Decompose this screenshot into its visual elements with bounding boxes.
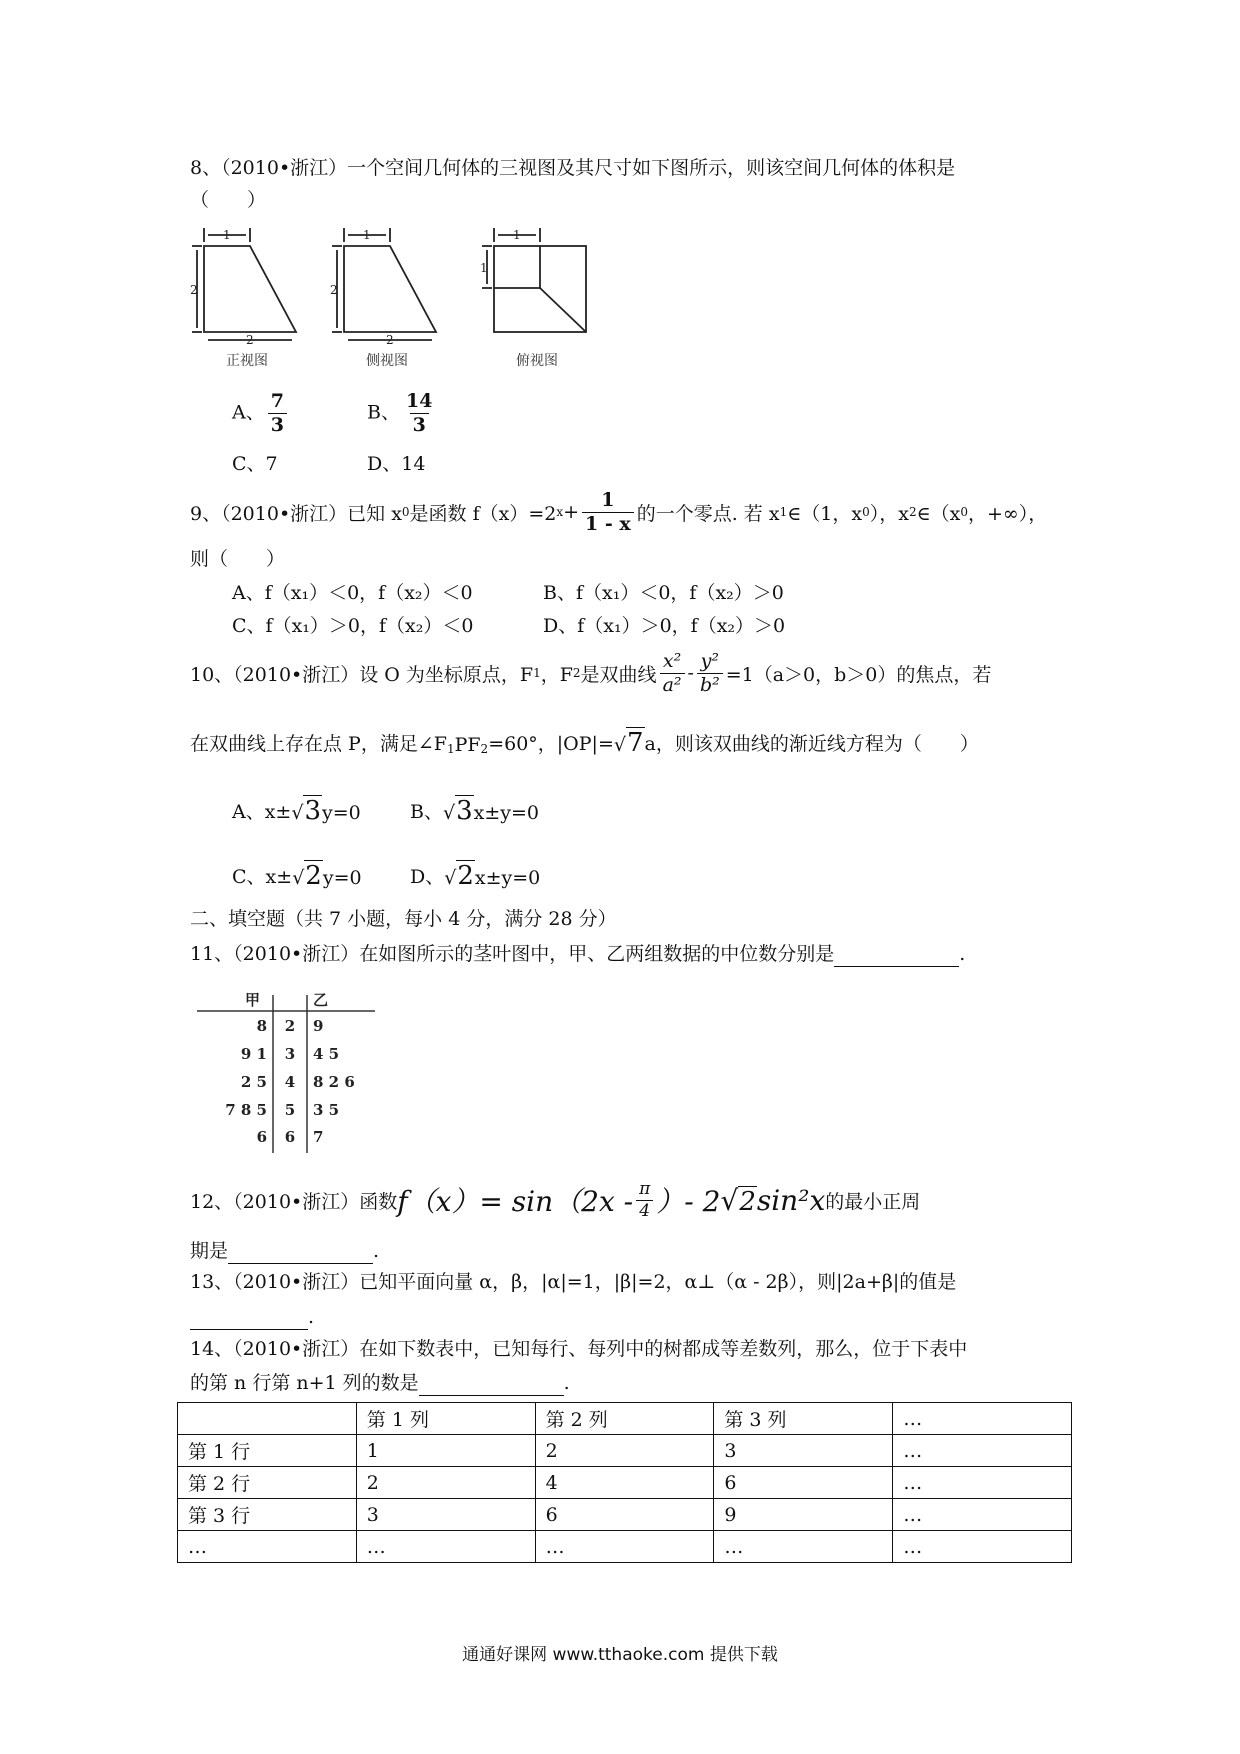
table-cell: … [893, 1435, 1072, 1467]
sqrt-symbol: √7 [613, 728, 644, 758]
q12-formula-part-3: sin²x [756, 1183, 826, 1217]
leaf-row-1-right: 9 [313, 1017, 324, 1035]
table-row [178, 1467, 1072, 1499]
leaf-row-4-left: 7 8 5 [225, 1101, 267, 1119]
top-dim-left: 1 [480, 261, 488, 275]
q8-option-b[interactable] [367, 392, 438, 435]
table-cell: … [893, 1531, 1072, 1563]
table-row [178, 1403, 1072, 1435]
q14-answer-blank[interactable] [419, 1369, 564, 1396]
front-dim-left: 2 [190, 283, 198, 297]
q10-option-a[interactable]: A、x± √3 y=0 [232, 796, 361, 826]
table-cell: 第 3 行 [178, 1499, 357, 1531]
top-view-label: 俯视图 [516, 353, 558, 369]
leaf-row-2-left: 9 1 [240, 1045, 267, 1063]
table-cell: 6 [714, 1467, 893, 1499]
leaf-row-5-left: 6 [256, 1128, 267, 1146]
leaf-row-3-left: 2 5 [240, 1073, 267, 1091]
table-cell: 1 [356, 1435, 535, 1467]
table-cell: … [893, 1467, 1072, 1499]
q14-number-table [177, 1402, 1072, 1563]
q13-stem: 13、（2010•浙江）已知平面向量 α，β，|α|=1，|β|=2，α⊥（α - 2β），则|2a+β|的值是 [190, 1271, 957, 1293]
q10-stem-line2: 在双曲线上存在点 P，满足∠F $_1$ PF $_2$ =60°，|OP|= √7 a，则该双曲线的渐近线方程为（ ） [190, 728, 979, 758]
q14-stem-line2: 的第 n 行第 n+1 列的数是 . [190, 1369, 570, 1396]
q9-fraction: $\frac{1}{1 - x}$ [582, 491, 634, 534]
q10-option-c[interactable]: C、x± √2 y=0 [232, 861, 362, 891]
table-row [178, 1499, 1072, 1531]
sqrt-symbol: √2 [292, 861, 322, 891]
table-cell: 3 [356, 1499, 535, 1531]
table-cell [178, 1403, 357, 1435]
table-cell: 第 2 行 [178, 1467, 357, 1499]
front-dim-top: 1 [223, 228, 231, 242]
leaf-row-3-stem: 4 [284, 1073, 296, 1091]
leaf-row-2-stem: 3 [284, 1045, 296, 1063]
q8-option-c[interactable]: C、7 [232, 453, 278, 475]
q8-option-a[interactable] [232, 392, 290, 435]
table-cell: 第 1 列 [356, 1403, 535, 1435]
q12-stem-line2: 期是 . [190, 1237, 379, 1264]
leaf-row-5-right: 7 [313, 1128, 324, 1146]
leaf-row-4-stem: 5 [284, 1101, 296, 1119]
q9-option-c[interactable]: C、f（x₁）＞0，f（x₂）＜0 [232, 615, 474, 637]
table-row [178, 1531, 1072, 1563]
q13-answer-blank[interactable] [190, 1303, 308, 1330]
table-row [178, 1435, 1072, 1467]
q12-formula-part-1: f（x）= sin（2x - [397, 1185, 634, 1218]
sqrt-symbol: √3 [442, 796, 473, 826]
q9-option-b[interactable]: B、f（x₁）＜0，f（x₂）＞0 [543, 582, 784, 604]
table-cell: 3 [714, 1435, 893, 1467]
table-cell: 9 [714, 1499, 893, 1531]
table-cell: 2 [356, 1467, 535, 1499]
q11-answer-blank[interactable] [834, 940, 959, 967]
q12-pi-fraction: $\frac{\pi}{4}$ [636, 1181, 653, 1220]
q10-fraction-x: $\frac{\text{x²}}{\text{a²}}$ [660, 652, 685, 695]
side-dim-left: 2 [330, 283, 338, 297]
leaf-header-left: 甲 [245, 991, 261, 1009]
q12-formula-part-2: ）- 2 [656, 1185, 721, 1218]
q8-three-views-figure [190, 222, 610, 372]
table-cell: … [714, 1531, 893, 1563]
table-cell: 2 [535, 1435, 714, 1467]
front-view-label: 正视图 [226, 353, 268, 369]
leaf-row-5-stem: 6 [284, 1128, 296, 1146]
section-2-heading: 二、填空题（共 7 小题，每小 4 分，满分 28 分） [190, 908, 617, 930]
top-view [482, 228, 586, 332]
fraction: $\frac{7}{3}$ [268, 392, 287, 435]
leaf-row-1-left: 8 [256, 1017, 267, 1035]
top-dim-top: 1 [513, 228, 521, 242]
q8-stem-line1: 8、（2010•浙江）一个空间几何体的三视图及其尺寸如下图所示，则该空间几何体的体积是 [190, 157, 956, 179]
fraction: $\frac{14}{3}$ [405, 390, 433, 436]
table-cell: … [178, 1531, 357, 1563]
leaf-header-right: 乙 [313, 991, 329, 1009]
q11-stem: 11、（2010•浙江）在如图所示的茎叶图中，甲、乙两组数据的中位数分别是 . [190, 940, 965, 967]
q10-fraction-y: $\frac{\text{y²}}{\text{b²}}$ [697, 652, 723, 695]
side-view-label: 侧视图 [366, 353, 408, 369]
q14-stem-line1: 14、（2010•浙江）在如下数表中，已知每行、每列中的树都成等差数列，那么，位于下表中 [190, 1338, 968, 1360]
leaf-row-2-right: 4 5 [313, 1045, 340, 1063]
q9-option-d[interactable]: D、f（x₁）＞0，f（x₂）＞0 [543, 615, 786, 637]
q13-answer-line: . [190, 1303, 314, 1330]
q9-option-a[interactable]: A、f（x₁）＜0，f（x₂）＜0 [232, 582, 473, 604]
sqrt-symbol: √2 [720, 1183, 756, 1217]
table-cell: 6 [535, 1499, 714, 1531]
q8-option-d[interactable]: D、14 [367, 453, 426, 475]
side-dim-bottom: 2 [386, 333, 394, 347]
q12-stem-line1: 12、（2010•浙江）函数 f（x）= sin（2x - $\frac{\pi}{4}$ ）- 2 √2 sin²x 的最小正周 [190, 1178, 921, 1221]
side-dim-top: 1 [363, 228, 371, 242]
table-cell: 第 2 列 [535, 1403, 714, 1435]
table-cell: 4 [535, 1467, 714, 1499]
table-cell: 第 3 列 [714, 1403, 893, 1435]
leaf-row-1-stem: 2 [284, 1017, 296, 1035]
option-label: B、 [367, 401, 400, 424]
option-label: A、 [232, 401, 265, 424]
q8-stem-line2: （ ） [190, 189, 267, 211]
q12-answer-blank[interactable] [228, 1237, 373, 1264]
sqrt-symbol: √3 [291, 796, 322, 826]
table-cell: … [535, 1531, 714, 1563]
table-cell: … [356, 1531, 535, 1563]
front-view [192, 228, 296, 340]
q9-stem-line1: 9、（2010•浙江）已知 x 0 是函数 f（x）=2 x + $\frac{1}{1 - x}$ 的一个零点. 若 x 1 ∈（1，x 0 ），x 2 ∈（x 0 ，+∞）， [190, 488, 1048, 535]
table-cell: … [893, 1403, 1072, 1435]
leaf-row-4-right: 3 5 [313, 1101, 340, 1119]
q10-stem-line1: 10、（2010•浙江）设 O 为坐标原点，F 1 ，F 2 是双曲线 $\frac{\text{x²}}{\text{a²}}$ - $\frac{\text{y²}}{\text{b²}}$ =1（a＞0，b＞0）的焦点，若 [190, 649, 992, 696]
page-footer: 通通好课网 www.tthaoke.com 提供下载 [462, 1645, 778, 1665]
leaf-row-3-right: 8 2 6 [313, 1073, 355, 1091]
side-view [332, 228, 436, 340]
q9-stem-line2: 则（ ） [190, 548, 286, 570]
sqrt-symbol: √2 [444, 861, 474, 891]
front-dim-bottom: 2 [246, 333, 254, 347]
table-cell: 第 1 行 [178, 1435, 357, 1467]
q10-option-d[interactable]: D、 √2 x±y=0 [410, 861, 541, 891]
q10-option-b[interactable]: B、 √3 x±y=0 [410, 796, 540, 826]
q11-stem-leaf-plot [195, 985, 395, 1155]
table-cell: … [893, 1499, 1072, 1531]
